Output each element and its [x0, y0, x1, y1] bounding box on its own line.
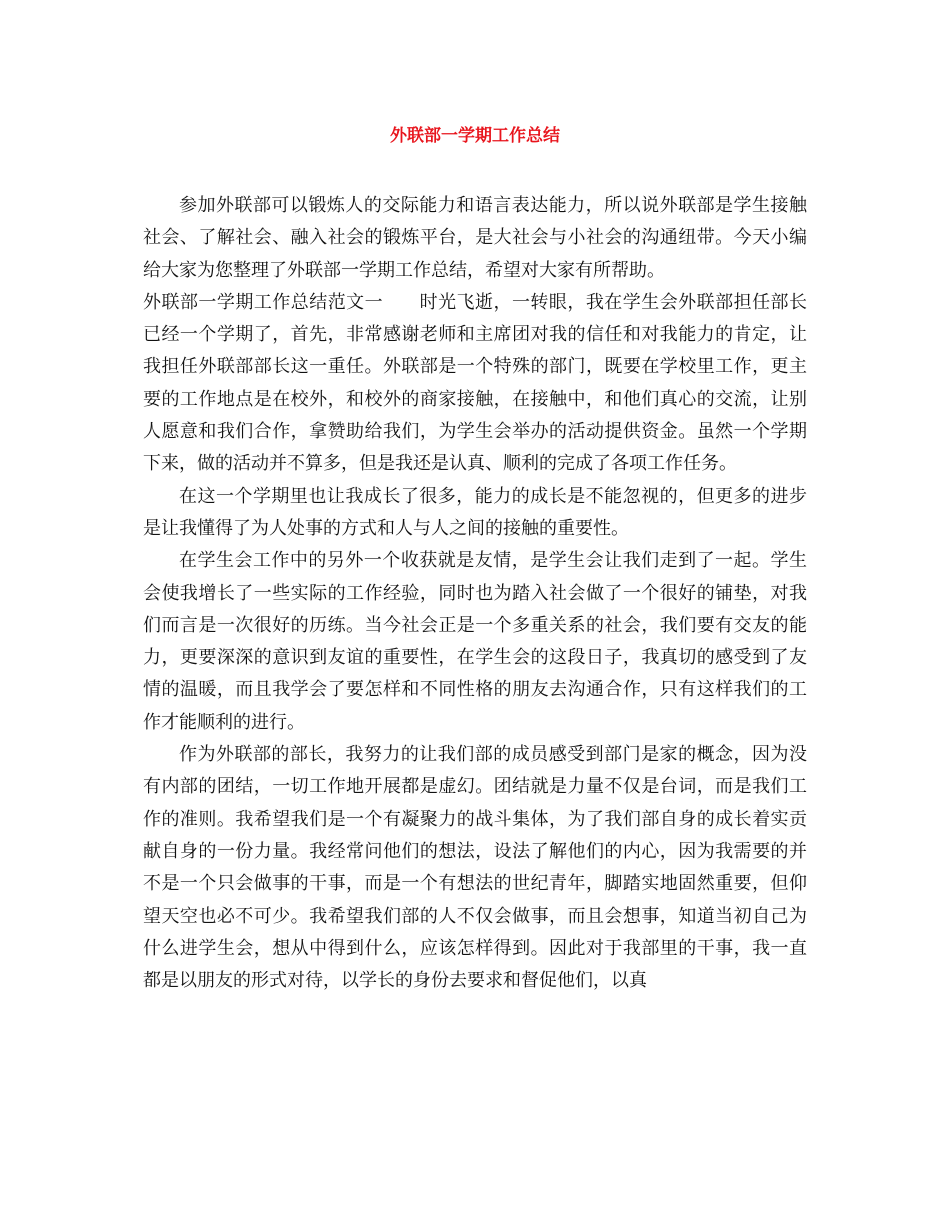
intro-paragraph: 参加外联部可以锻炼人的交际能力和语言表达能力，所以说外联部是学生接触社会、了解社会、融入社会的锻炼平台，是大社会与小社会的沟通纽带。今天小编给大家为您整理了外联部一学期工作总结，希望对大家有所帮助。 — [143, 195, 807, 281]
document-body — [143, 190, 807, 997]
body-paragraph-leadership: 作为外联部的部长，我努力的让我们部的成员感受到部门是家的概念，因为没有内部的团结，一切工作地开展都是虚幻。团结就是力量不仅是台词，而是我们工作的准则。我希望我们是一个有凝聚力的战斗集体，为了我们部自身的成长着实贡献自身的一份力量。我经常问他们的想法，设法了解他们的内心，因为我需要的并不是一个只会做事的干事，而是一个有想法的世纪青年，脚踏实地固然重要，但仰望天空也必不可少。我希望我们部的人不仅会做事，而且会想事，知道当初自己为什么进学生会，想从中得到什么，应该怎样得到。因此对于我部里的干事，我一直都是以朋友的形式对待，以学长的身份去要求和督促他们，以真 — [143, 744, 807, 992]
section-first-paragraph-text: 时光飞逝，一转眼，我在学生会外联部担任部长已经一个学期了，首先，非常感谢老师和主席团对我的信任和对我能力的肯定，让我担任外联部部长这一重任。外联部是一个特殊的部门，既要在学校里工作，更主要的工作地点是在校外，和校外的商家接触，在接触中，和他们真心的交流，让别人愿意和我们合作，拿赞助给我们，为学生会举办的活动提供资金。虽然一个学期下来，做的活动并不算多，但是我还是认真、顺利的完成了各项工作任务。 — [143, 291, 808, 475]
body-paragraph-growth: 在这一个学期里也让我成长了很多，能力的成长是不能忽视的，但更多的进步是让我懂得了为人处事的方式和人与人之间的接触的重要性。 — [143, 485, 807, 539]
section-heading: 外联部一学期工作总结范文一 — [143, 291, 384, 313]
body-paragraph-friendship: 在学生会工作中的另外一个收获就是友情，是学生会让我们走到了一起。学生会使我增长了一些实际的工作经验，同时也为踏入社会做了一个很好的铺垫，对我们而言是一次很好的历练。当今社会正是一个多重关系的社会，我们要有交友的能力，更要深深的意识到友谊的重要性，在学生会的这段日子，我真切的感受到了友情的温暖，而且我学会了要怎样和不同性格的朋友去沟通合作，只有这样我们的工作才能顺利的进行。 — [143, 550, 807, 733]
section-first-paragraph — [143, 287, 807, 481]
document-title: 外联部一学期工作总结 — [390, 126, 560, 146]
